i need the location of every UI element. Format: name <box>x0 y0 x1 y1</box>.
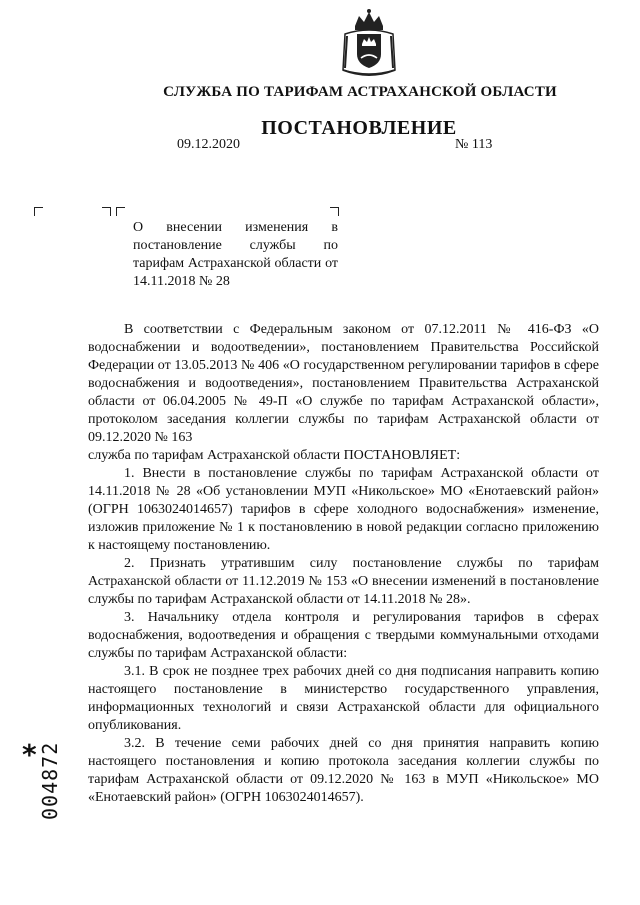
document-date: 09.12.2020 <box>177 137 240 152</box>
document-number: № 113 <box>455 137 493 152</box>
subject-corner-mark-left <box>34 207 43 216</box>
coat-of-arms-icon <box>337 8 401 80</box>
subject-corner-mark-right <box>330 207 339 216</box>
document-type-title: ПОСТАНОВЛЕНИЕ <box>261 117 457 139</box>
item-3-paragraph: 3. Начальнику отдела контроля и регулирования тарифов в сферах водоснабжения, водоотведения и обращения с твердыми коммунальными отходами службы по тарифам Астраханской области: <box>88 610 599 661</box>
side-stamp-star: * <box>22 738 37 771</box>
item-1-paragraph: 1. Внести в постановление службы по тарифам Астраханской области от 14.11.2018 № 28 «Об установлении МУП «Никольское» МО «Енотаевский район» (ОГРН 1063024014657) тарифов в сфере холодного водоснабжения» изменение, изложив приложение № 1 к постановлению в новой редакции согласно приложению к настоящему постановлению. <box>88 466 599 553</box>
subject-corner-mark-mid-b <box>116 207 125 216</box>
resolves-line: служба по тарифам Астраханской области ПОСТАНОВЛЯЕТ: <box>88 448 461 463</box>
document-body <box>88 321 599 807</box>
subject-corner-mark-mid-a <box>102 207 111 216</box>
item-2-paragraph: 2. Признать утратившим силу постановление службы по тарифам Астраханской области от 11.12.2019 № 153 «О внесении изменений в постановление службы по тарифам Астраханской области от 14.11.2018 № 28». <box>88 556 599 607</box>
side-stamp-code: 004872 <box>38 741 62 820</box>
item-3-2-paragraph: 3.2. В течение семи рабочих дней со дня принятия направить копию настоящего постановления и копию протокола заседания коллегии службы по тарифам Астраханской области от 09.12.2020 № 163 в МУП «Никольское» МО «Енотаевский район» (ОГРН 1063024014657). <box>88 736 599 805</box>
preamble-paragraph: В соответствии с Федеральным законом от 07.12.2011 № 416-ФЗ «О водоснабжении и водоотведении», постановлением Правительства Российской Федерации от 13.05.2013 № 406 «О государственном регулировании тарифов в сфере водоснабжения и водоотведения», постановлением Правительства Астраханской области от 06.04.2005 № 49-П «О службе по тарифам Астраханской области», протоколом заседания коллегии службы по тарифам Астраханской области от 09.12.2020 № 163 <box>88 322 599 445</box>
agency-name: СЛУЖБА ПО ТАРИФАМ АСТРАХАНСКОЙ ОБЛАСТИ <box>163 84 557 100</box>
document-subject: О внесении изменения в постановление службы по тарифам Астраханской области от 14.11.2018 № 28 <box>133 220 338 289</box>
item-3-1-paragraph: 3.1. В срок не позднее трех рабочих дней со дня подписания направить копию настоящего постановление в министерство государственного управления, информационных технологий и связи Астраханской области для официального опубликования. <box>88 664 599 733</box>
